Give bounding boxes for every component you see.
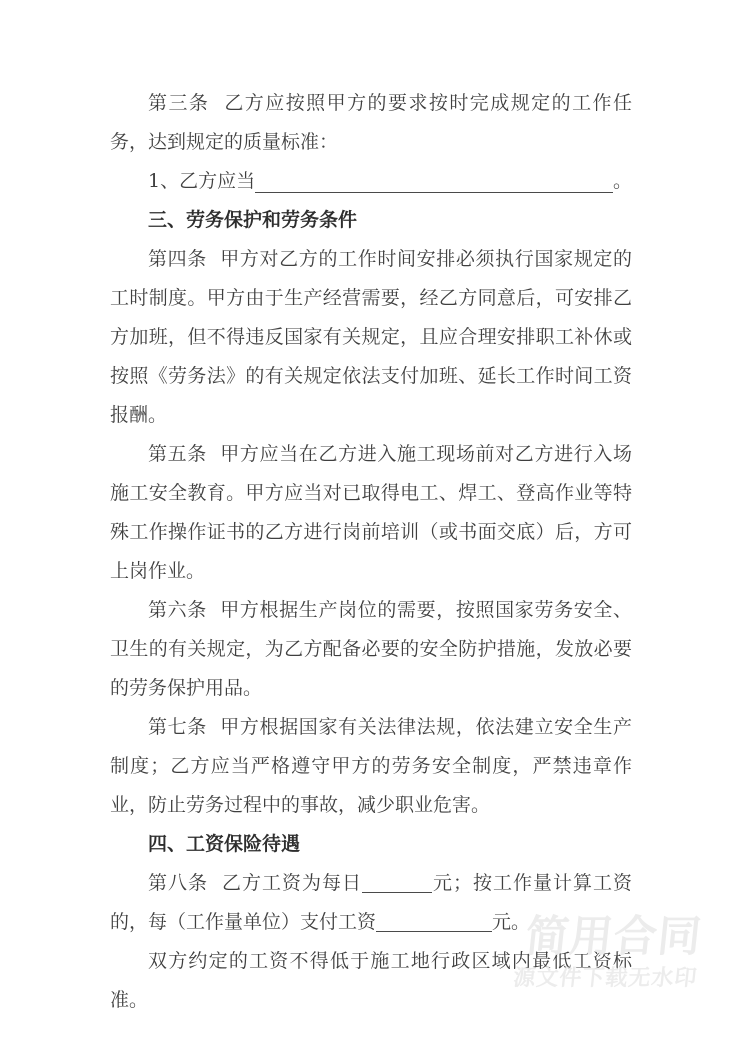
text-run: 元。 — [492, 911, 531, 933]
text-run: 第五条 甲方应当在乙方进入施工现场前对乙方进行入场施工安全教育。甲方应当对已取得电工、焊工、登高作业等特殊工作操作证书的乙方进行岗前培训（或书面交底）后，方可上岗作业。 — [110, 443, 632, 582]
paragraph — [110, 84, 632, 162]
fill-in-blank — [362, 873, 432, 893]
text-run: 。 — [612, 170, 632, 192]
paragraph — [110, 162, 632, 201]
text-run: 1、乙方应当 — [148, 170, 256, 192]
paragraph — [110, 942, 632, 1020]
paragraph — [110, 435, 632, 591]
section-heading — [110, 201, 632, 240]
watermark-title: 简用合同 — [523, 912, 705, 962]
text-run: 第四条 甲方对乙方的工作时间安排必须执行国家规定的工时制度。甲方由于生产经营需要，经乙方同意后，可安排乙方加班，但不得违反国家有关规定，且应合理安排职工补休或按照《劳务法》的有关规定依法支付加班、延长工作时间工资报酬。 — [110, 248, 632, 426]
section-heading — [110, 825, 632, 864]
text-run: 双方约定的工资不得低于施工地行政区域内最低工资标准。 — [110, 950, 632, 1011]
text-run: 第七条 甲方根据国家有关法律法规，依法建立安全生产制度；乙方应当严格遵守甲方的劳务安全制度，严禁违章作业，防止劳务过程中的事故，减少职业危害。 — [110, 716, 632, 816]
watermark-subtitle: 源文件下载无水印 — [511, 966, 699, 991]
paragraph — [110, 864, 632, 942]
text-run: 元；按工作量计算工资的，每（工作量单位）支付工资 — [110, 872, 632, 933]
text-run: 第八条 乙方工资为每日 — [148, 872, 363, 894]
paragraph — [110, 591, 632, 708]
fill-in-blank — [255, 192, 613, 193]
paragraph — [110, 708, 632, 825]
fill-in-blank — [376, 912, 492, 932]
document-body — [110, 84, 632, 1020]
text-run: 四、工资保险待遇 — [148, 833, 301, 855]
text-run: 第三条 乙方应按照甲方的要求按时完成规定的工作任务，达到规定的质量标准： — [110, 92, 632, 153]
text-run: 三、劳务保护和劳务条件 — [148, 209, 358, 231]
text-run: 第六条 甲方根据生产岗位的需要，按照国家劳务安全、卫生的有关规定，为乙方配备必要的安全防护措施，发放必要的劳务保护用品。 — [110, 599, 632, 699]
paragraph — [110, 240, 632, 435]
